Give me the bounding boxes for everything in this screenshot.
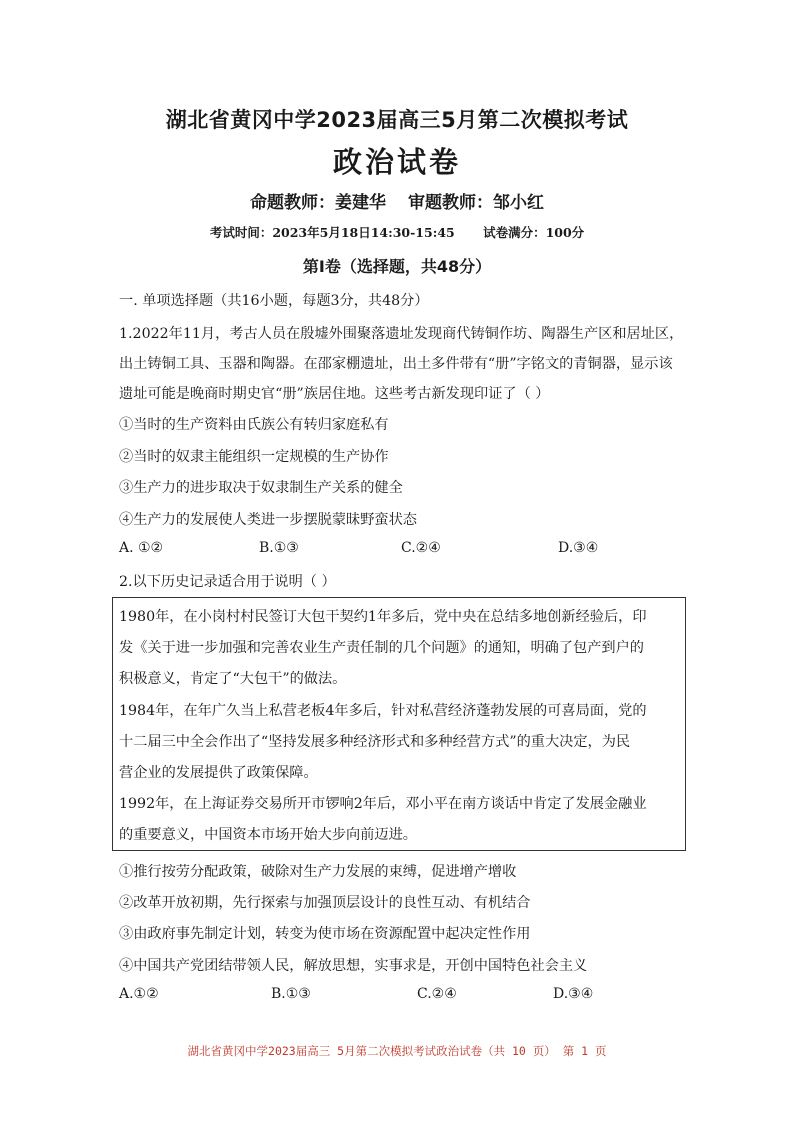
reviewer: 审题教师：邹小红 [407,193,544,213]
q1-stem-line: 1.2022年11月，考古人员在殷墟外围聚落遗址发现商代铸铜作坊、陶器生产区和居址区， [119,326,684,342]
full-score: 试卷满分：100分 [483,225,585,240]
q1-stem-line: 出土铸铜工具、玉器和陶器。在邵家棚遗址，出土多件带有“册”字铭文的青铜器，显示该 [119,356,673,372]
q1-option-a[interactable]: A. ①② [119,540,164,556]
exam-title: 湖北省黄冈中学2023届高三5月第二次模拟考试 [165,108,629,132]
q2-statement: ③由政府事先制定计划，转变为使市场在资源配置中起决定性作用 [119,926,531,942]
q1-statement: ③生产力的进步取决于奴隶制生产关系的健全 [119,480,403,496]
q1-statement: ④生产力的发展使人类进一步摆脱蒙昧野蛮状态 [119,512,417,528]
exam-time: 考试时间：2023年5月18日14:30-15:45 [209,225,455,240]
proposer: 命题教师：姜建华 [250,193,387,213]
q2-option-d[interactable]: D.③④ [553,986,594,1002]
q1-statement: ①当时的生产资料由氏族公有转归家庭私有 [119,417,389,433]
q2-material-line: 1992年，在上海证券交易所开市锣响2年后，邓小平在南方谈话中肯定了发展金融业 [119,796,647,812]
q2-material-line: 营企业的发展提供了政策保障。 [119,765,318,781]
page-footer: 湖北省黄冈中学2023届高三 5月第二次模拟考试政治试卷（共 10 页） 第 1 页 [187,1044,607,1058]
q2-material-line: 十二届三中全会作出了“坚持发展多种经济形式和多种经营方式”的重大决定，为民 [119,734,631,750]
section-title: 一. 单项选择题（共16小题，每题3分，共48分） [119,293,429,309]
q2-option-a[interactable]: A.①② [119,986,159,1002]
q2-statement: ②改革开放初期，先行探索与加强顶层设计的良性互动、有机结合 [119,895,531,911]
subject-title: 政治试卷 [332,145,461,179]
q2-stem: 2.以下历史记录适合用于说明（ ） [119,574,336,590]
exam-info [0,223,794,241]
q2-material-line: 的重要意义，中国资本市场开始大步向前迈进。 [119,827,417,843]
q1-option-b[interactable]: B.①③ [259,540,299,556]
q2-statement: ④中国共产党团结带领人民，解放思想，实事求是，开创中国特色社会主义 [119,958,588,974]
q2-material-line: 1984年，在年广久当上私营老板4年多后，针对私营经济蓬勃发展的可喜局面，党的 [119,703,647,719]
q1-option-d[interactable]: D.③④ [558,540,599,556]
part-title: 第Ⅰ卷（选择题，共48分） [302,257,492,276]
q2-option-c[interactable]: C.②④ [417,986,457,1002]
q2-option-b[interactable]: B.①③ [271,986,311,1002]
q2-material-line: 积极意义，肯定了“大包干”的做法。 [119,671,347,687]
q2-material-line: 发《关于进一步加强和完善农业生产责任制的几个问题》的通知，明确了包产到户的 [119,640,644,656]
q1-stem-line: 遗址可能是晚商时期史官“册”族居住地。这些考古新发现印证了（ ） [119,386,550,402]
q1-statement: ②当时的奴隶主能组织一定规模的生产协作 [119,449,389,465]
q2-statement: ①推行按劳分配政策，破除对生产力发展的束缚，促进增产增收 [119,864,517,880]
teachers-line [0,188,794,213]
q1-option-c[interactable]: C.②④ [401,540,441,556]
q2-material-line: 1980年，在小岗村村民签订大包干契约1年多后，党中央在总结多地创新经验后，印 [119,609,647,625]
